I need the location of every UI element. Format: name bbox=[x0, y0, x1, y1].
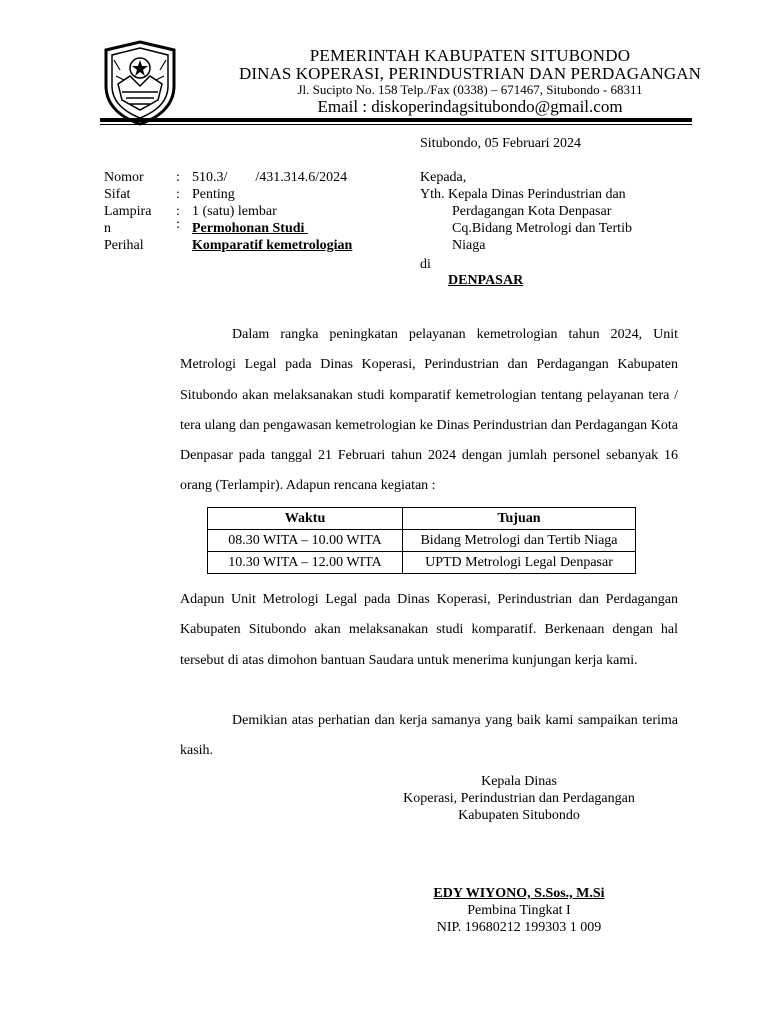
table-row bbox=[208, 552, 636, 574]
body-paragraph-3-text: Demikian atas perhatian dan kerja samanya yang baik kami sampaikan terima kasih. bbox=[180, 713, 678, 759]
signatory-nip: NIP. 19680212 199303 1 009 bbox=[436, 920, 602, 935]
signature-title-3: Kabupaten Situbondo bbox=[458, 808, 580, 823]
letterhead-rule-thick bbox=[100, 118, 692, 122]
regency-crest-icon bbox=[100, 40, 180, 126]
table-cell-tujuan: Bidang Metrologi dan Tertib Niaga bbox=[403, 530, 636, 552]
perihal-label: Perihal bbox=[104, 238, 144, 253]
letterhead-government: PEMERINTAH KABUPATEN SITUBONDO bbox=[309, 46, 631, 65]
body-paragraph-2: Adapun Unit Metrologi Legal pada Dinas Koperasi, Perindustrian dan Perdagangan Kabupaten Situbondo akan melaksanakan studi komparatif. Berkenaan dengan hal tersebut di atas dimohon bantuan Saudara untuk menerima kunjungan kerja kami. bbox=[180, 592, 678, 668]
recipient-line4: Niaga bbox=[452, 238, 486, 253]
recipient-city: DENPASAR bbox=[448, 273, 524, 288]
recipient-line3: Cq.Bidang Metrologi dan Tertib bbox=[452, 221, 632, 236]
table-header-waktu: Waktu bbox=[208, 508, 403, 530]
signature-title-2: Koperasi, Perindustrian dan Perdagangan bbox=[403, 791, 635, 806]
signatory-rank: Pembina Tingkat I bbox=[467, 903, 571, 918]
nomor-value: 510.3/ /431.314.6/2024 bbox=[192, 170, 348, 185]
body-paragraph-1 bbox=[180, 320, 678, 502]
nomor-colon: : bbox=[176, 170, 180, 185]
lampiran-colon: : bbox=[176, 204, 180, 219]
recipient-line1: Yth. Kepala Dinas Perindustrian dan bbox=[420, 187, 626, 202]
signatory-name: EDY WIYONO, S.Sos., M.Si bbox=[433, 886, 605, 901]
perihal-colon: : bbox=[176, 217, 180, 232]
letter-date: Situbondo, 05 Februari 2024 bbox=[420, 136, 581, 151]
letterhead-agency: DINAS KOPERASI, PERINDUSTRIAN DAN PERDAGANGAN bbox=[238, 64, 702, 83]
nomor-label: Nomor bbox=[104, 170, 144, 185]
schedule-table bbox=[207, 507, 636, 574]
signature-title-1: Kepala Dinas bbox=[481, 774, 557, 789]
table-cell-waktu: 08.30 WITA – 10.00 WITA bbox=[208, 530, 403, 552]
sifat-label: Sifat bbox=[104, 187, 131, 202]
letterhead-email: Email : diskoperindagsitubondo@gmail.com bbox=[317, 97, 623, 116]
table-cell-waktu: 10.30 WITA – 12.00 WITA bbox=[208, 552, 403, 574]
letterhead-rule-thin bbox=[100, 124, 692, 125]
lampiran-label-wrap: n bbox=[104, 221, 111, 236]
table-cell-tujuan: UPTD Metrologi Legal Denpasar bbox=[403, 552, 636, 574]
body-paragraph-1-text: Dalam rangka peningkatan pelayanan kemetrologian tahun 2024, Unit Metrologi Legal pada Dinas Koperasi, Perindustrian dan Perdagangan Kabupaten Situbondo akan melaksanakan studi komparatif kemetrologian tentang pelayanan tera / tera ulang dan pengawasan kemetrologian ke Dinas Perindustrian dan Perdagangan Kota Denpasar pada tanggal 21 Februari tahun 2024 dengan jumlah personel sebanyak 16 orang (Terlampir). Adapun rencana kegiatan : bbox=[180, 327, 678, 494]
sifat-value: Penting bbox=[192, 187, 235, 202]
table-header-row bbox=[208, 508, 636, 530]
lampiran-value: 1 (satu) lembar bbox=[192, 204, 277, 219]
table-row bbox=[208, 530, 636, 552]
recipient-di: di bbox=[420, 257, 431, 272]
letterhead-address: Jl. Sucipto No. 158 Telp./Fax (0338) – 671467, Situbondo - 68311 bbox=[297, 82, 643, 97]
body-paragraph-3 bbox=[180, 706, 678, 767]
recipient-line2: Perdagangan Kota Denpasar bbox=[452, 204, 612, 219]
sifat-colon: : bbox=[176, 187, 180, 202]
perihal-value-line2: Komparatif kemetrologian bbox=[192, 238, 353, 253]
lampiran-label: Lampira bbox=[104, 204, 152, 219]
recipient-kepada: Kepada, bbox=[420, 170, 467, 185]
table-header-tujuan: Tujuan bbox=[403, 508, 636, 530]
perihal-value-line1: Permohonan Studi bbox=[192, 221, 308, 236]
